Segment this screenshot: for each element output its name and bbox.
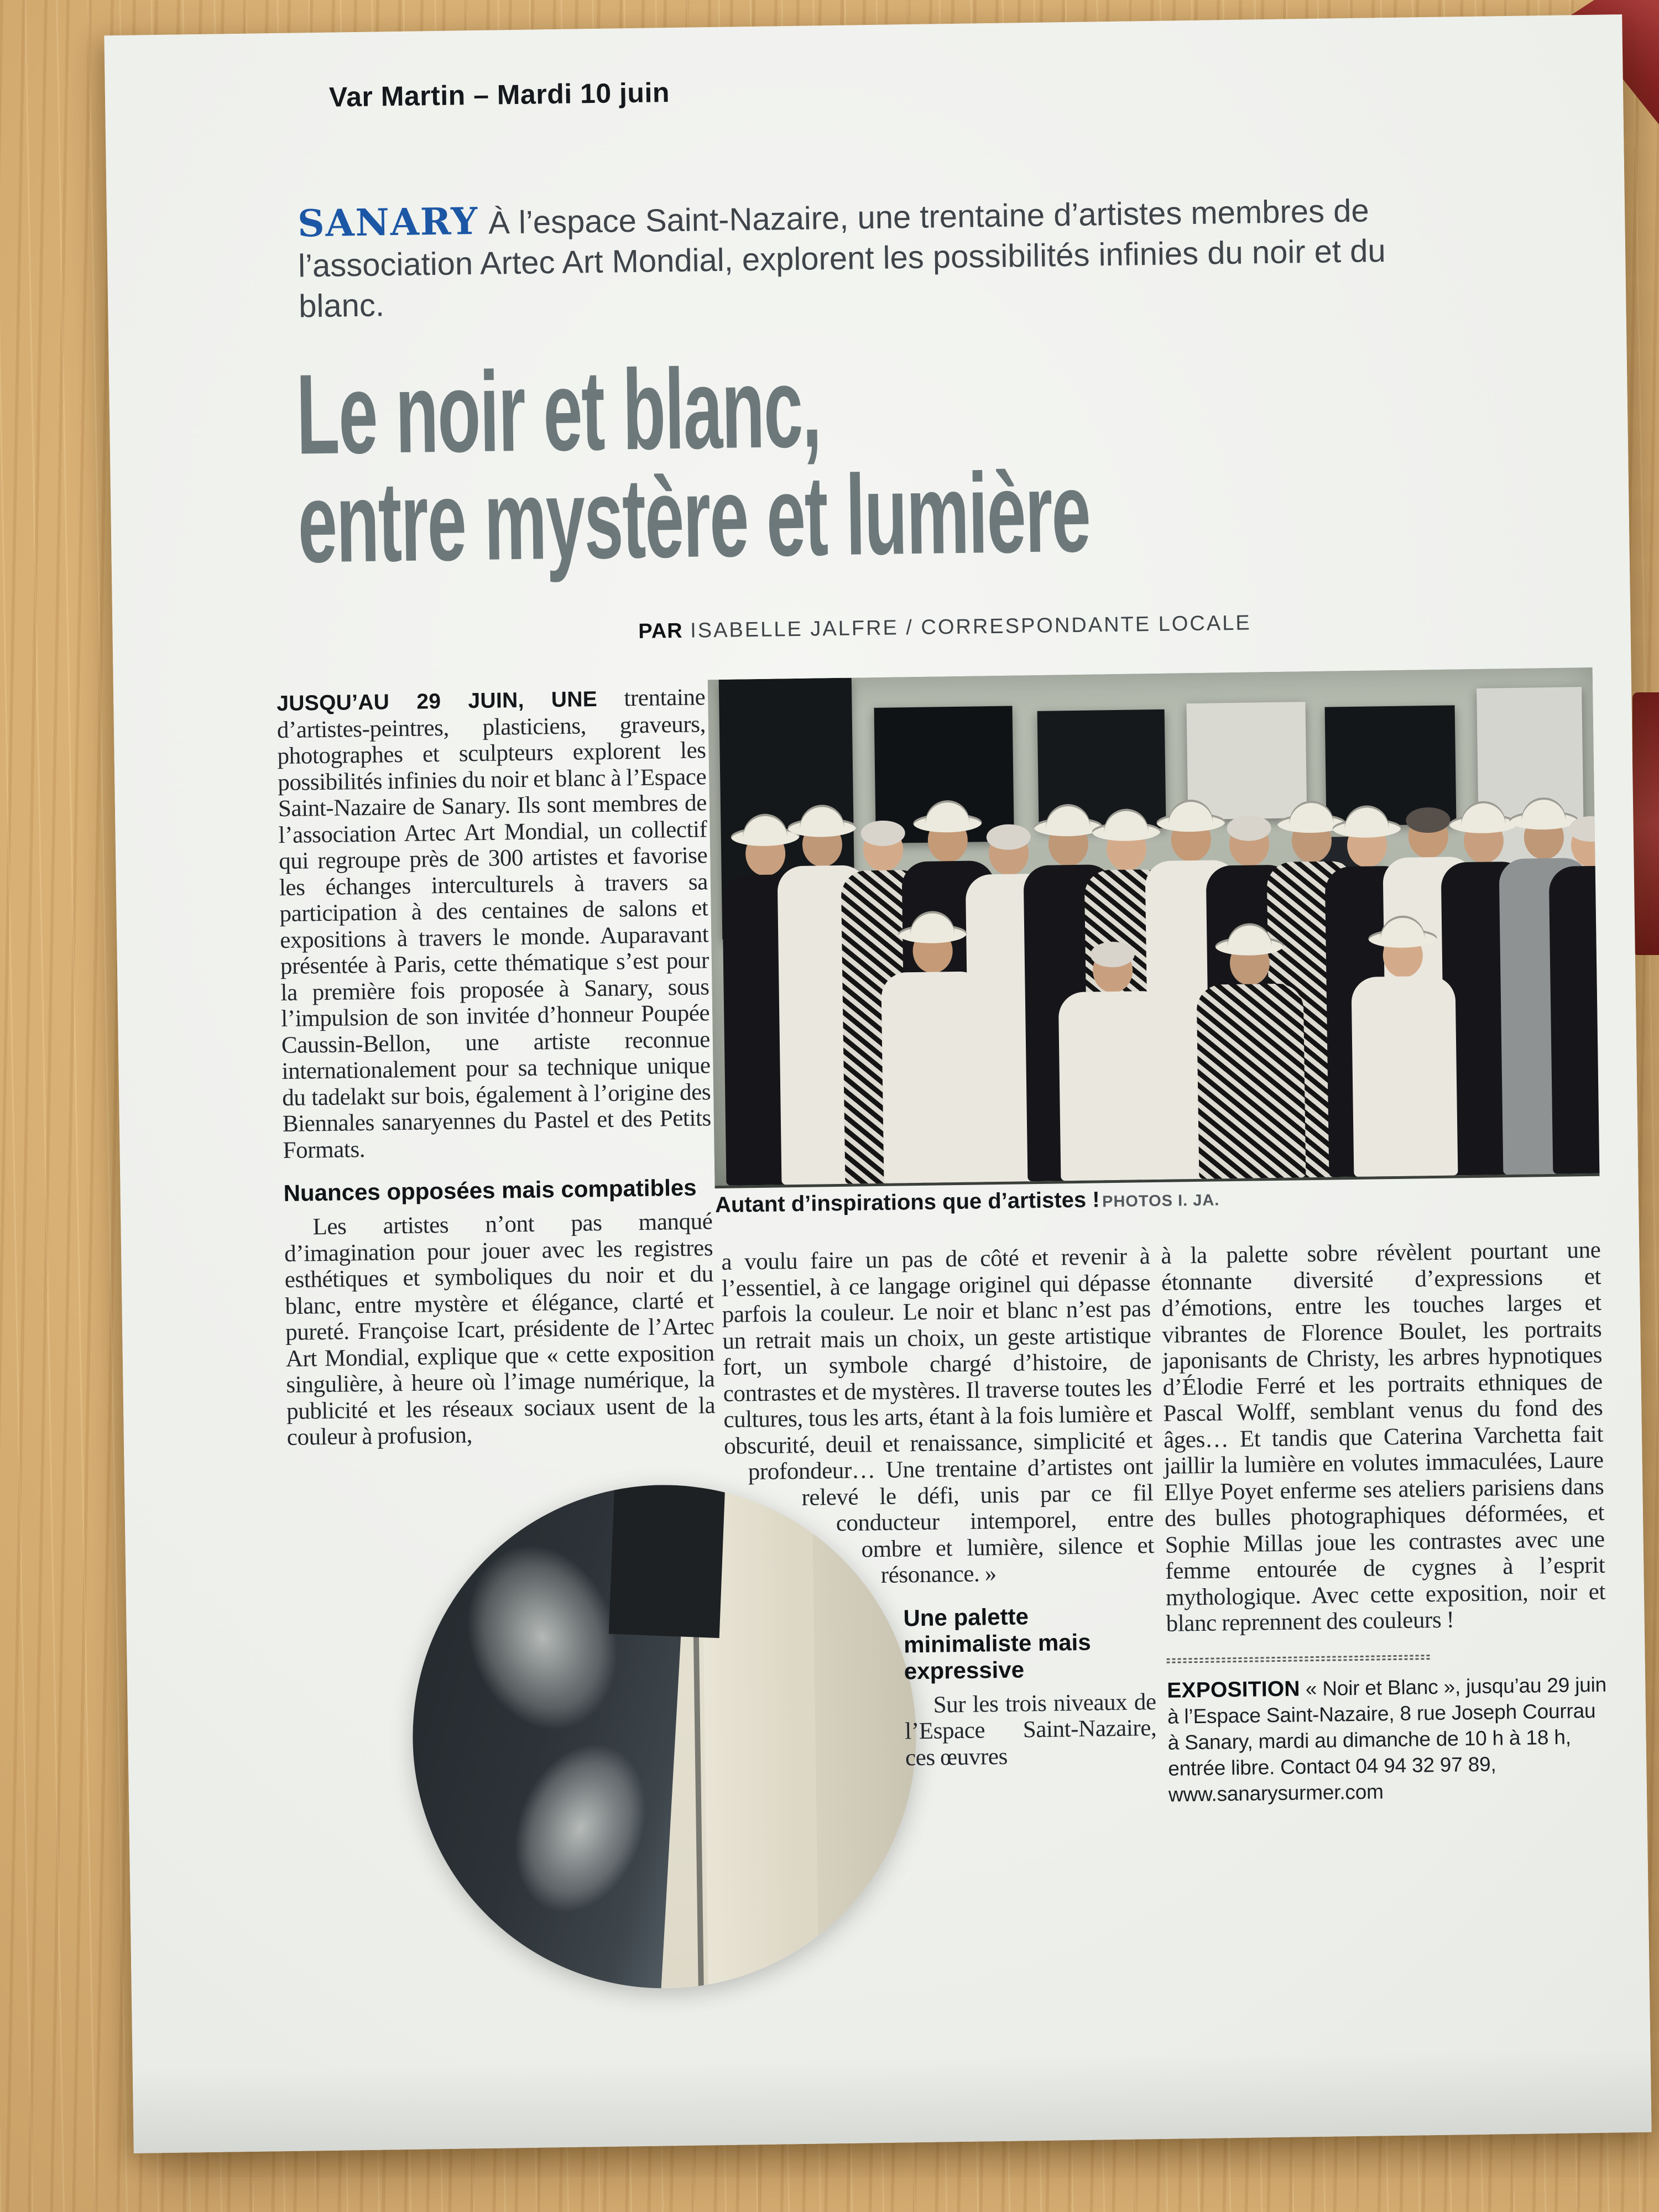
info-box-rule [1167, 1655, 1432, 1663]
column-3 [1161, 1237, 1608, 1808]
person-outfit [1058, 991, 1171, 1181]
info-box-details: « Noir et Blanc », jusqu’au 29 juin à l’Espace Saint-Nazaire, 8 rue Joseph Courrau à Sanary, mardi au dimanche de 10 h à 18 h, entrée libre. Contact 04 94 32 97 89, www.sanarysurmer.com [1167, 1673, 1607, 1806]
col1-paragraph-1-text: trentaine d’artistes-peintres, plasticiens, graveurs, photographes et sculpteurs explorent les possibilités infinies du noir et blanc à l’Espace Saint-Nazaire de Sanary. Ils sont membres de l’association Artec Art Mondial, un collectif qui regroupe près de 300 artistes et favorise les échanges interculturels à travers sa participation à des centaines de salons et expositions à travers le monde. Auparavant présentée à Paris, cette thématique s’est pour la première fois proposée à Sanary, sous l’impulsion de son invitée d’honneur Poupée Caussin-Bellon, une artiste reconnue internationalement pour sa technique unique du tadelakt sur bois, également à l’origine des Biennales sanaryennes du Pastel et des Petits Formats. [276, 684, 712, 1164]
col1-paragraph-2: Les artistes n’ont pas manqué d’imagination pour jouer avec les registres esthétiques et symboliques du noir et du blanc, entre mystère et élégance, clarté et pureté. Françoise Icart, présidente de l’Artec Art Mondial, explique que « cette exposition singulière, à heure où l’image numérique, la publicité et les réseaux sociaux usent de la couleur à profusion, [284, 1208, 716, 1451]
newspaper-page [104, 14, 1651, 2153]
col3-paragraph-1: à la palette sobre révèlent pourtant une étonnante diversité d’expressions et d’émotions, entre les touches larges et vibrantes de Florence Boulet, les portraits japonisants de Christy, les arbres hypnotiques d’Élodie Ferré et les portraits ethniques de Pascal Wolff, semblant venus du fond des âges… Et tandis que Caterina Varchetta fait jaillir la lumière en volutes immaculées, Laure Ellye Poyet enferme ses ateliers parisiens dans des bulles photographiques déformées, et Sophie Millas joue les contrastes avec une femme entourée de cygnes à l’esprit mythologique. Avec cette exposition, noir et blanc reprennent des couleurs ! [1161, 1237, 1606, 1637]
person-figure [877, 914, 992, 1183]
column-1 [276, 684, 726, 2139]
person-figure [1192, 926, 1309, 1179]
person-figure [1054, 933, 1173, 1181]
byline [300, 607, 1589, 649]
byline-prefix: PAR [638, 619, 683, 643]
headline-line-1: Le noir et blanc, [295, 343, 822, 478]
red-desk-object-edge [1632, 692, 1659, 955]
exhibition-group-photo [708, 667, 1600, 1188]
person-figure [1545, 808, 1599, 1174]
person-outfit [1351, 975, 1458, 1177]
person-outfit [1549, 865, 1600, 1174]
article-lead-in: JUSQU’AU 29 JUIN, UNE [276, 687, 598, 716]
column-2 [721, 1243, 1160, 1993]
kicker-paragraph [298, 187, 1416, 326]
byline-author: ISABELLE JALFRE / CORRESPONDANTE LOCALE [682, 611, 1251, 643]
info-box-label: EXPOSITION [1167, 1676, 1301, 1703]
person-outfit [881, 971, 988, 1183]
main-headline [295, 342, 1576, 587]
exposition-info-box [1167, 1652, 1609, 1807]
subhead-nuances: Nuances opposées mais compatibles [283, 1174, 697, 1207]
photo-credit: PHOTOS I. JA. [1102, 1191, 1220, 1211]
section-tag-sanary: SANARY [297, 199, 479, 246]
gallery-artwork [1186, 702, 1307, 820]
caption-text: Autant d’inspirations que d’artistes ! [714, 1187, 1100, 1218]
headline-line-2: entre mystère et lumière [297, 448, 1091, 587]
publication-date-line: Var Martin – Mardi 10 juin [328, 77, 670, 113]
person-outfit [1197, 983, 1306, 1179]
col2-paragraph-1: a voulu faire un pas de côté et revenir à l’essentiel, à ce langage originel qui dépasse parfois la couleur. Le noir et blanc n’est pas un retrait mais un choix, un geste artistique fort, un symbole chargé d’histoire, de contrastes et de mystères. Il traverse toutes les cultures, tous les arts, étant à la fois lumière et obscurité, deuil et renaissance, simplicité et profondeur… Une trentaine d’artistes ont relevé le défi, unis par ce fil conducteur intemporel, entre ombre et lumière, silence et résonance. » [721, 1243, 1155, 1589]
info-box-text [1167, 1671, 1608, 1807]
subhead-palette: Une palette minimaliste mais expressive [903, 1603, 1091, 1684]
col2-paragraph-2: Sur les trois niveaux de l’Espace Saint-Nazaire, ces œuvres [905, 1688, 1157, 1771]
person-figure [1347, 918, 1461, 1177]
article-body [276, 667, 1618, 2140]
kicker-text: À l’espace Saint-Nazaire, une trentaine d’artistes membres de l’association Artec Art Mondial, explorent les possibilités infinies du noir et du blanc. [298, 192, 1386, 325]
col1-paragraph-1 [276, 684, 712, 1164]
